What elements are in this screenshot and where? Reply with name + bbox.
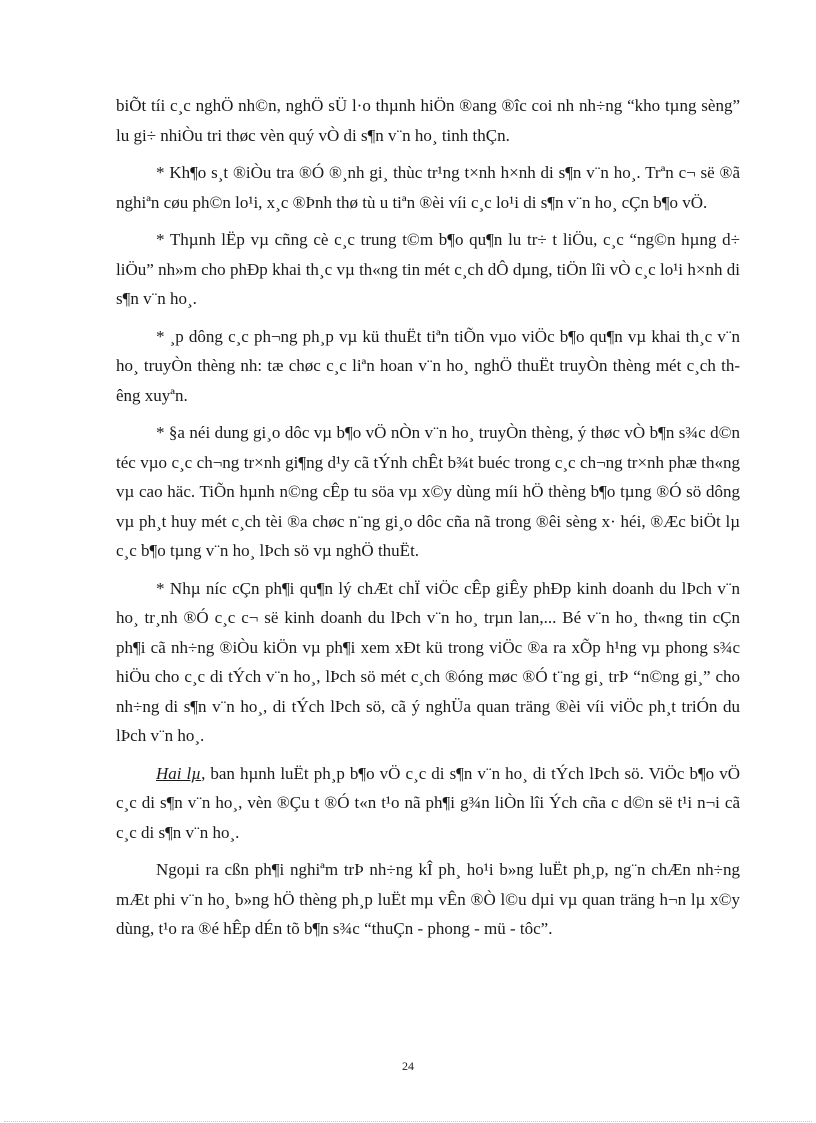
paragraph-lead-phrase: Hai lµ (156, 763, 202, 783)
paragraph-conclusion: Ngoµi ra cßn ph¶i nghiªm trÞ nh÷ng kÎ ph¸ ho¹i b»ng luËt ph¸p, ng¨n chÆn nh÷ng mÆt phi v¨n ho¸ b»ng hÖ thèng ph¸p luËt mµ vÊn ®Ò l©u dµi vµ quan träng h¬n lµ x©y dùng, t¹o ra ®é hÊp dÉn tõ b¶n s¾c “thuÇn - phong - mü - tôc”. (116, 860, 740, 938)
page-number: 24 (402, 1059, 414, 1073)
paragraph-state-management: * Nhµ níc cÇn ph¶i qu¶n lý chÆt chÏ viÖc cÊp giÊy phÐp kinh doanh du lÞch v¨n ho¸ tr¸nh ®Ó c¸c c¬ së kinh doanh du lÞch v¨n ho¸ trµn lan,... Bé v¨n ho¸ th«ng tin cÇn ph¶i cã nh÷ng ®iÒu kiÖn vµ ph¶i xem xÐt kü trong viÖc ®a ra xÕp h¹ng vµ phong s¾c hiÖu cho c¸c di tÝch v¨n ho¸, lÞch sö mét c¸ch ®óng møc ®Ó t¨ng gi¸ trÞ “n©ng gi¸” cho nh÷ng di s¶n v¨n ho¸, di tÝch lÞch sö, cã ý nghÜa quan träng ®èi víi viÖc ph¸t triÓn du lÞch v¨n ho¸. (116, 578, 740, 745)
paragraph-legislation-body: , ban hµnh luËt ph¸p b¶o vÖ c¸c di s¶n v¨n ho¸ di tÝch lÞch sö. ViÖc b¶o vÖ c¸c di s¶n v¨n ho¸, vèn ®Çu t ®Ó t«n t¹o nã ph¶i g¾n liÒn lîi Ých cña c d©n së t¹i n¬i cã c¸c di s¶n v¨n ho¸. (116, 763, 740, 842)
paragraph-continuation: biÕt tíi c¸c nghÖ nh©n, nghÖ sÜ l·o thµnh hiÖn ®ang ®îc coi nh nh÷ng “kho tµng sèng” lu gi÷ nhiÒu tri thøc vèn quý vÒ di s¶n v¨n ho¸ tinh thÇn. (116, 96, 740, 145)
paragraph-legislation (116, 759, 740, 848)
paragraph-archive-centers: * Thµnh lËp vµ cñng cè c¸c trung t©m b¶o qu¶n lu tr÷ t liÖu, c¸c “ng©n hµng d÷ liÖu” nh»m cho phÐp khai th¸c vµ th«ng tin mét c¸ch dÔ dµng, tiÖn lîi vÒ c¸c lo¹i h×nh di s¶n v¨n ho¸. (116, 230, 740, 308)
paragraph-education: * §a néi dung gi¸o dôc vµ b¶o vÖ nÒn v¨n ho¸ truyÒn thèng, ý thøc vÒ b¶n s¾c d©n téc vµo c¸c ch¬ng tr×nh gi¶ng d¹y cã tÝnh chÊt b¾t buéc trong c¸c ch¬ng tr×nh phæ th«ng vµ cao häc. TiÕn hµnh n©ng cÊp tu söa vµ x©y dùng míi hÖ thèng b¶o tµng ®Ó sö dông vµ ph¸t huy mét c¸ch tèi ®a chøc n¨ng gi¸o dôc cña nã trong ®êi sèng x· héi, ®Æc biÖt lµ c¸c b¶o tµng v¨n ho¸ lÞch sö vµ nghÖ thuËt. (116, 423, 740, 560)
page-bottom-divider (4, 1121, 812, 1122)
paragraph-techniques: * ¸p dông c¸c ph¬ng ph¸p vµ kü thuËt tiªn tiÕn vµo viÖc b¶o qu¶n vµ khai th¸c v¨n ho¸ truyÒn thèng nh: tæ chøc c¸c liªn hoan v¨n ho¸ nghÖ thuËt truyÒn thèng mét c¸ch thêng xuyªn. (116, 326, 740, 405)
body-text (116, 91, 740, 952)
paragraph-survey: * Kh¶o s¸t ®iÒu tra ®Ó ®¸nh gi¸ thùc tr¹ng t×nh h×nh di s¶n v¨n ho¸. Trªn c¬ së ®ã nghiªn cøu ph©n lo¹i, x¸c ®Þnh thø tù u tiªn ®èi víi c¸c lo¹i di s¶n v¨n ho¸ cÇn b¶o vÖ. (116, 163, 740, 212)
